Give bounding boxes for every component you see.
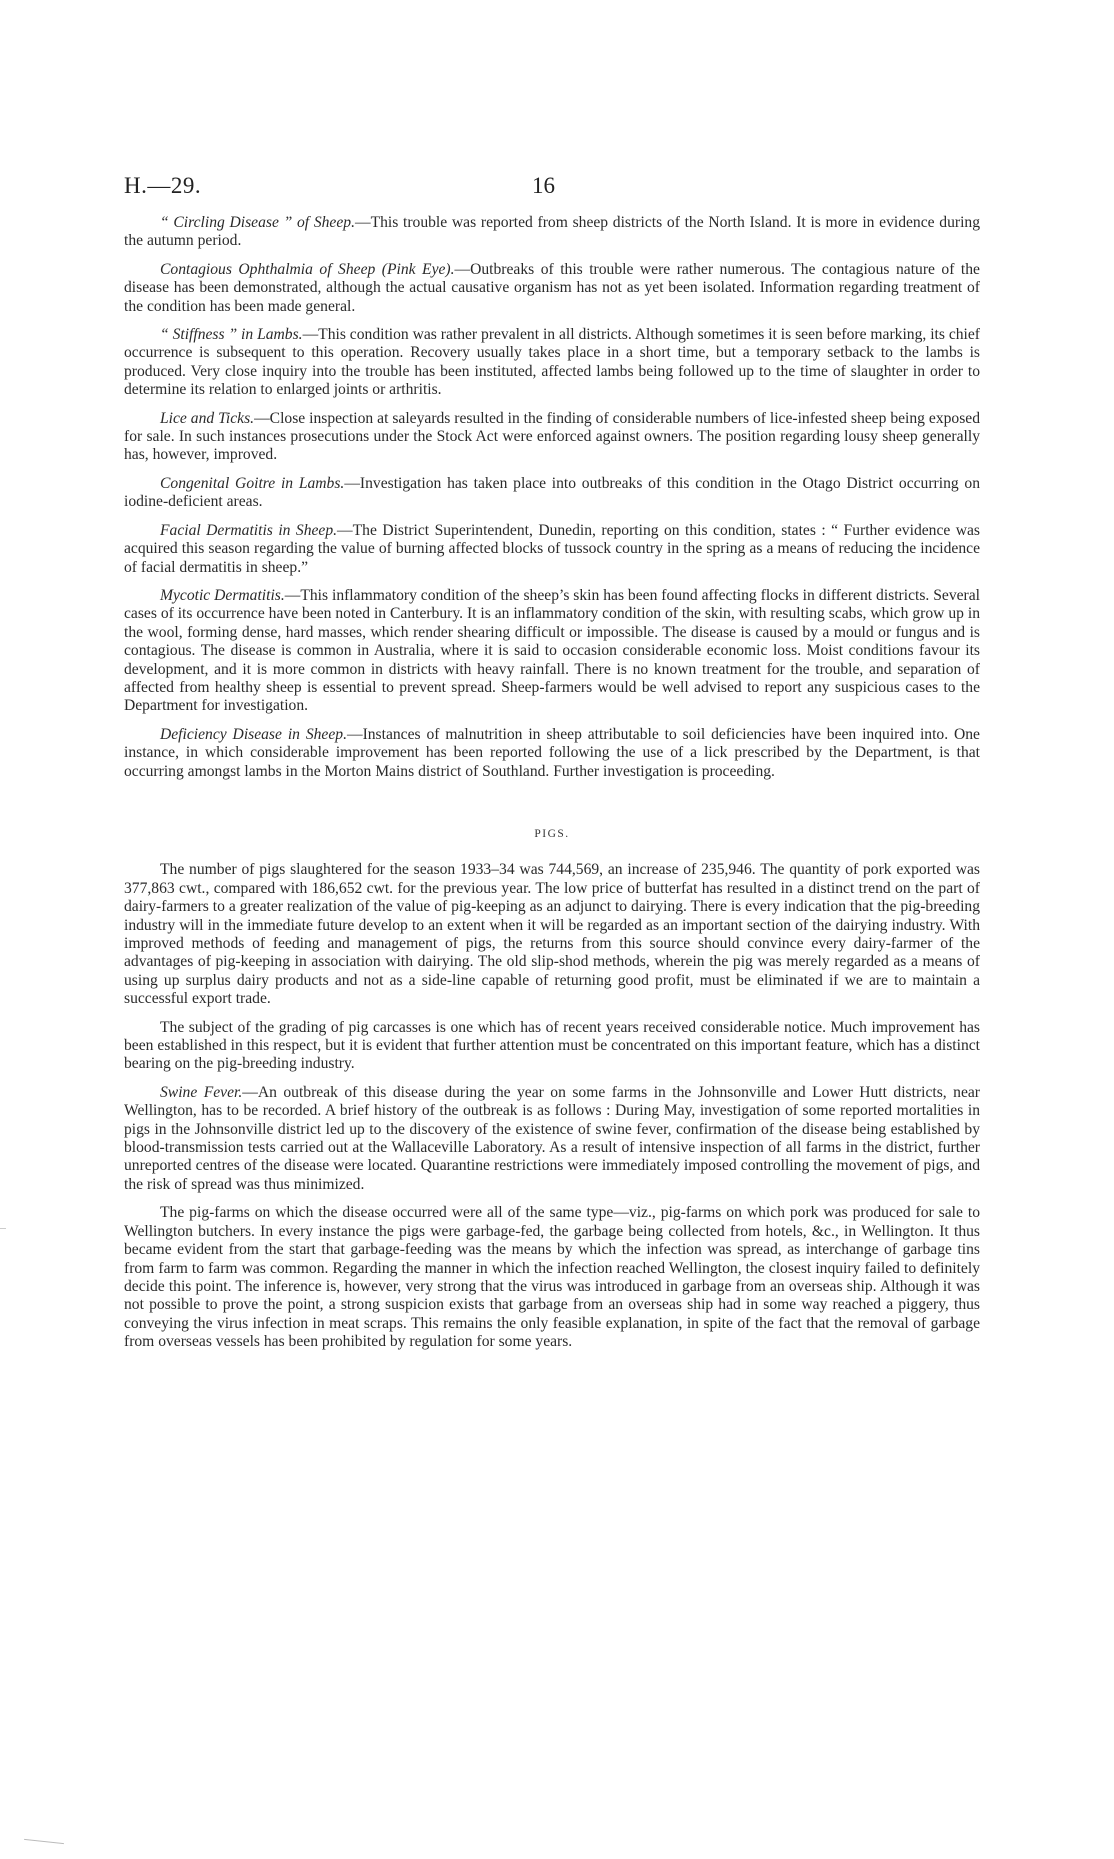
paragraph	[124, 475, 980, 512]
paragraph-text: —Investigation has taken place into outbreaks of this condition in the Otago District occurring on iodine-deficient areas.	[124, 474, 981, 511]
paragraph-heading: Deficiency Disease in Sheep.	[160, 725, 347, 743]
paragraph	[124, 214, 980, 251]
paragraph	[124, 410, 980, 465]
paragraph	[124, 522, 980, 577]
paragraph-heading: Lice and Ticks.	[160, 409, 255, 427]
paragraph-heading: Mycotic Dermatitis.	[160, 586, 285, 604]
pigs-heading: PIGS.	[534, 827, 570, 840]
page-number: 16	[532, 173, 555, 198]
paragraph-heading: Congenital Goitre in Lambs.	[160, 474, 345, 492]
document-reference: H.—29.	[124, 173, 202, 198]
paragraph-text: —Instances of malnutrition in sheep attributable to soil deficiencies have been inquired into. One instance, in which considerable improvement has been reported following the use of a lick prescribed by the Department, is that occurring amongst lambs in the Morton Mains district of Southland. Further investigation is proceeding.	[124, 725, 980, 780]
paragraph	[124, 1204, 980, 1351]
paragraph-text: —This condition was rather prevalent in all districts. Although sometimes it is seen before marking, its chief occurrence is subsequent to this operation. Recovery usually takes place in a short time, but a temporary setback to the lambs is produced. Very close inquiry into the trouble has been instituted, affected lambs being followed up to the time of slaughter in order to determine its relation to enlarged joints or arthritis.	[124, 326, 980, 399]
paragraph-text: The subject of the grading of pig carcasses is one which has of recent years received considerable notice. Much improvement has been established in this respect, but it is evident that further attention must be concentrated on this important feature, which has a distinct bearing on the pig-breeding industry.	[124, 1018, 980, 1073]
paragraph-text: —Outbreaks of this trouble were rather numerous. The contagious nature of the disease has been demonstrated, although the actual causative organism has not as yet been isolated. Information regarding treatment of the condition has been made general.	[124, 260, 980, 315]
paragraph	[124, 261, 980, 316]
paragraph	[124, 726, 980, 781]
paragraph	[124, 587, 980, 716]
paragraph-text: The pig-farms on which the disease occurred were all of the same type—viz., pig-farms on which pork was produced for sale to Wellington butchers. In every instance the pigs were garbage-fed, the garbage being collected from hotels, &c., in Wellington. It thus became evident from the start that garbage-feeding was the means by which the infection was spread, as interchange of garbage tins from farm to farm was common. Regarding the manner in which the infection reached Wellington, the closest inquiry failed to definitely decide this point. The inference is, however, very strong that the virus was introduced in garbage from an overseas ship. Although it was not possible to prove the point, a strong suspicion exists that garbage from an overseas ship had in some way reached a piggery, thus conveying the virus infection in meat scraps. This remains the only feasible explanation, in spite of the fact that the removal of garbage from overseas vessels has been prohibited by regulation for some years.	[124, 1204, 980, 1351]
paragraph	[124, 861, 980, 1008]
paragraph-heading: “ Stiffness ” in Lambs.	[160, 326, 303, 344]
paragraph	[124, 1019, 980, 1074]
paragraph	[124, 326, 980, 400]
paragraph-heading: Contagious Ophthalmia of Sheep (Pink Eye).	[160, 260, 455, 278]
document-body	[124, 214, 980, 1362]
scan-artifact-line	[24, 1839, 64, 1844]
paragraph-text: —The District Superintendent, Dunedin, reporting on this condition, states : “ Further evidence was acquired this season regarding the value of burning affected blocks of tussock country in the spring as a means of reducing the incidence of facial dermatitis in sheep.”	[124, 521, 981, 576]
paragraph-text: —This trouble was reported from sheep districts of the North Island. It is more in evidence during the autumn period.	[124, 214, 981, 250]
paragraph-text: —An outbreak of this disease during the year on some farms in the Johnsonville and Lower Hutt districts, near Wellington, has to be recorded. A brief history of the outbreak is as follows : During May, investigation of some reported mortalities in pigs in the Johnsonville district led up to the discovery of the existence of swine fever, confirmation of the disease being established by blood-transmission tests carried out at the Wallaceville Laboratory. As a result of intensive inspection of all farms in the district, further unreported centres of the disease were located. Quarantine restrictions were immediately imposed controlling the movement of pigs, and the risk of spread was thus minimized.	[124, 1083, 980, 1193]
paragraph-heading: Facial Dermatitis in Sheep.	[160, 521, 338, 539]
paragraph-text: —This inflammatory condition of the sheep’s skin has been found affecting flocks in different districts. Several cases of its occurrence have been noted in Canterbury. It is an inflammatory condition of the skin, with resulting scabs, which grow up in the wool, forming dense, hard masses, which render shearing difficult or impossible. The disease is caused by a mould or fungus and is contagious. The disease is common in Australia, where it is said to occasion considerable economic loss. Moist conditions favour its development, and it is more common in districts with heavy rainfall. There is no known treatment for the trouble, and separation of affected from healthy sheep is essential to prevent spread. Sheep-farmers would be well advised to report any suspicious cases to the Department for investigation.	[124, 586, 980, 715]
paragraph-heading: Swine Fever.	[160, 1083, 243, 1101]
pigs-section	[124, 861, 980, 1351]
sheep-diseases-section	[124, 214, 980, 781]
page-header	[124, 173, 980, 203]
paragraph-text: —Close inspection at saleyards resulted in the finding of considerable numbers of lice-infested sheep being exposed for sale. In such instances prosecutions under the Stock Act were enforced against owners. The position regarding lousy sheep generally has, however, improved.	[124, 409, 980, 464]
scan-margin-mark	[0, 1228, 6, 1229]
paragraph-text: The number of pigs slaughtered for the season 1933–34 was 744,569, an increase of 235,946. The quantity of pork exported was 377,863 cwt., compared with 186,652 cwt. for the previous year. The low price of butterfat has resulted in a distinct trend on the part of dairy-farmers to a greater realization of the value of pig-keeping as an adjunct to dairying. There is every indication that the pig-breeding industry will in the immediate future develop to an extent when it will be regarded as an important section of the dairying industry. With improved methods of feeding and management of pigs, the returns from this source should convince every dairy-farmer of the advantages of pig-keeping in association with dairying. The old slip-shod methods, wherein the pig was merely regarded as a means of using up surplus dairy products and not as a side-line capable of returning good profit, must be eliminated if we are to maintain a successful export trade.	[124, 861, 980, 1008]
paragraph-heading: “ Circling Disease ” of Sheep.	[160, 214, 355, 231]
paragraph	[124, 1084, 980, 1194]
